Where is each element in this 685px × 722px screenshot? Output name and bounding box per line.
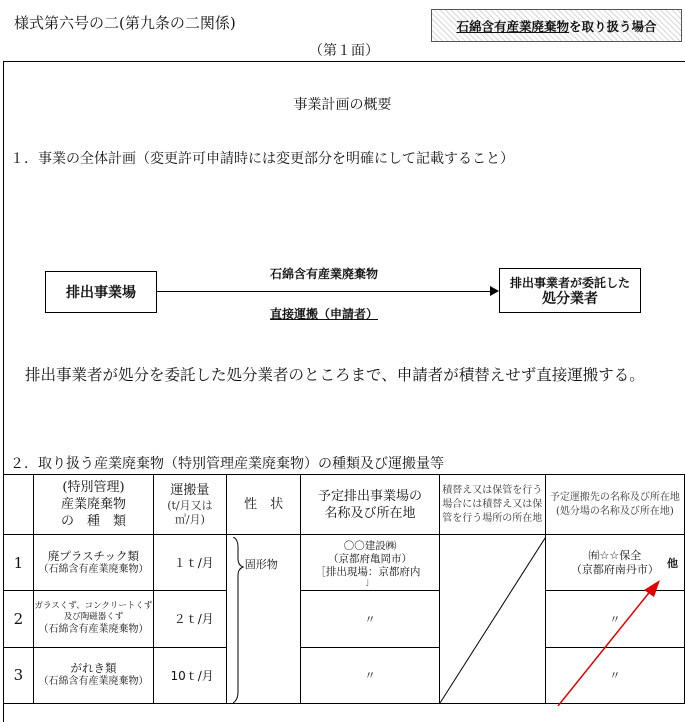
badge-underlined-text: 石綿含有産業廃棄物 bbox=[456, 18, 569, 34]
header-transfer bbox=[439, 475, 545, 535]
destination-company: ㈲☆☆保全 bbox=[588, 548, 642, 562]
table-header-row bbox=[4, 475, 685, 535]
form-number: 様式第六号の二(第九条の二関係) bbox=[14, 14, 236, 32]
source-cell: 〃 bbox=[301, 591, 439, 647]
waste-kind-name: 廃プラスチック類 bbox=[47, 548, 140, 563]
annotation-arrow-icon bbox=[540, 575, 680, 706]
direct-transport-label bbox=[156, 305, 492, 322]
destination-line2: 処分業者 bbox=[542, 290, 598, 307]
waste-kind-name: がれき類 bbox=[70, 661, 117, 676]
destination-line1: 排出事業者が委託した bbox=[509, 275, 630, 290]
source-box: 排出事業場 bbox=[45, 271, 157, 313]
header-destination bbox=[545, 475, 684, 535]
waste-kind bbox=[33, 535, 153, 591]
header-kind-line2: 産業廃棄物 bbox=[60, 497, 126, 512]
source-company: 〇〇建設㈱ bbox=[343, 539, 397, 552]
waste-kind-note: （石綿含有産業廃棄物） bbox=[38, 623, 149, 635]
destination-box bbox=[499, 268, 641, 313]
flow-arrow-line bbox=[156, 291, 492, 292]
header-kind bbox=[33, 475, 153, 535]
header-source bbox=[301, 475, 439, 535]
destination-other: 他 bbox=[667, 557, 678, 570]
header-transfer-line1: 積替え又は保管を行う bbox=[442, 484, 543, 496]
arrow-head-icon bbox=[490, 286, 499, 296]
transport-amount: ２ｔ/月 bbox=[154, 591, 227, 647]
section2-heading: ２．取り扱う産業廃棄物（特別管理産業廃棄物）の種類及び運搬量等 bbox=[10, 456, 444, 472]
section1-explanation: 排出事業者が処分を委託した処分業者のところまで、申請者が積替えせず直接運搬する。 bbox=[25, 366, 645, 384]
row-number: 2 bbox=[4, 591, 34, 647]
page-label: （第１面） bbox=[309, 43, 379, 59]
source-site: ［排出現場：京都府内 bbox=[315, 565, 421, 578]
row-number: 1 bbox=[4, 535, 34, 591]
header-amount-line3: ㎥/月) bbox=[174, 513, 205, 526]
waste-kind-name-line2: 及び陶磁器くず bbox=[63, 611, 124, 622]
header-kind-line1: (特別管理) bbox=[62, 480, 125, 495]
transport-amount: 10ｔ/月 bbox=[154, 647, 227, 703]
header-nature: 性 状 bbox=[226, 475, 301, 535]
direct-transport-text: 直接運搬（申請者） bbox=[269, 307, 378, 321]
nature-text: 固形物 bbox=[244, 558, 278, 571]
nature-cell bbox=[226, 535, 301, 704]
page-title: 事業計画の概要 bbox=[293, 97, 392, 113]
source-site-close: ］ bbox=[365, 578, 375, 586]
header-source-line2: 名称及び所在地 bbox=[324, 505, 416, 521]
header-transfer-line2: 場合には積替え又は保 bbox=[442, 498, 543, 510]
diagonal-slash-icon bbox=[440, 535, 546, 703]
section1-heading: １．事業の全体計画（変更許可申請時には変更部分を明確にして記載すること） bbox=[10, 151, 514, 167]
transfer-cell bbox=[439, 535, 545, 704]
source-cell bbox=[301, 535, 439, 591]
asbestos-case-badge bbox=[431, 9, 682, 42]
header-amount-line1: 運搬量 bbox=[170, 483, 210, 498]
header-no bbox=[4, 475, 34, 535]
row-number: 3 bbox=[4, 647, 34, 703]
waste-type-label: 石綿含有産業廃棄物 bbox=[269, 267, 378, 281]
destination-cell: 〃 bbox=[545, 591, 684, 647]
header-kind-line3: の 種 類 bbox=[60, 514, 126, 529]
transport-amount: １ｔ/月 bbox=[154, 535, 227, 591]
header-source-line1: 予定排出事業場の bbox=[317, 488, 422, 504]
source-cell: 〃 bbox=[301, 647, 439, 703]
destination-cell: 〃 bbox=[545, 647, 684, 703]
waste-kind-name-line1: ガラスくず、コンクリートくず bbox=[34, 600, 153, 611]
header-amount bbox=[154, 475, 227, 535]
waste-kind-note: （石綿含有産業廃棄物） bbox=[38, 563, 149, 575]
header-destination-line1: 予定運搬先の名称及び所在地 bbox=[549, 491, 680, 503]
waste-kind bbox=[33, 647, 153, 703]
header-destination-line2: (処分場の名称及び所在地) bbox=[556, 505, 674, 517]
nature-brace-wrap bbox=[227, 535, 301, 703]
badge-text: を取り扱う場合 bbox=[569, 18, 657, 34]
waste-kind bbox=[33, 591, 153, 647]
header-amount-line2: (t/月又は bbox=[167, 499, 213, 512]
waste-kind-note: （石綿含有産業廃棄物） bbox=[38, 676, 149, 688]
header-transfer-line3: 管を行う場所の所在地 bbox=[442, 512, 543, 524]
source-location: （京都府亀岡市） bbox=[327, 552, 412, 565]
destination-location: （京都府南丹市） bbox=[570, 562, 659, 576]
